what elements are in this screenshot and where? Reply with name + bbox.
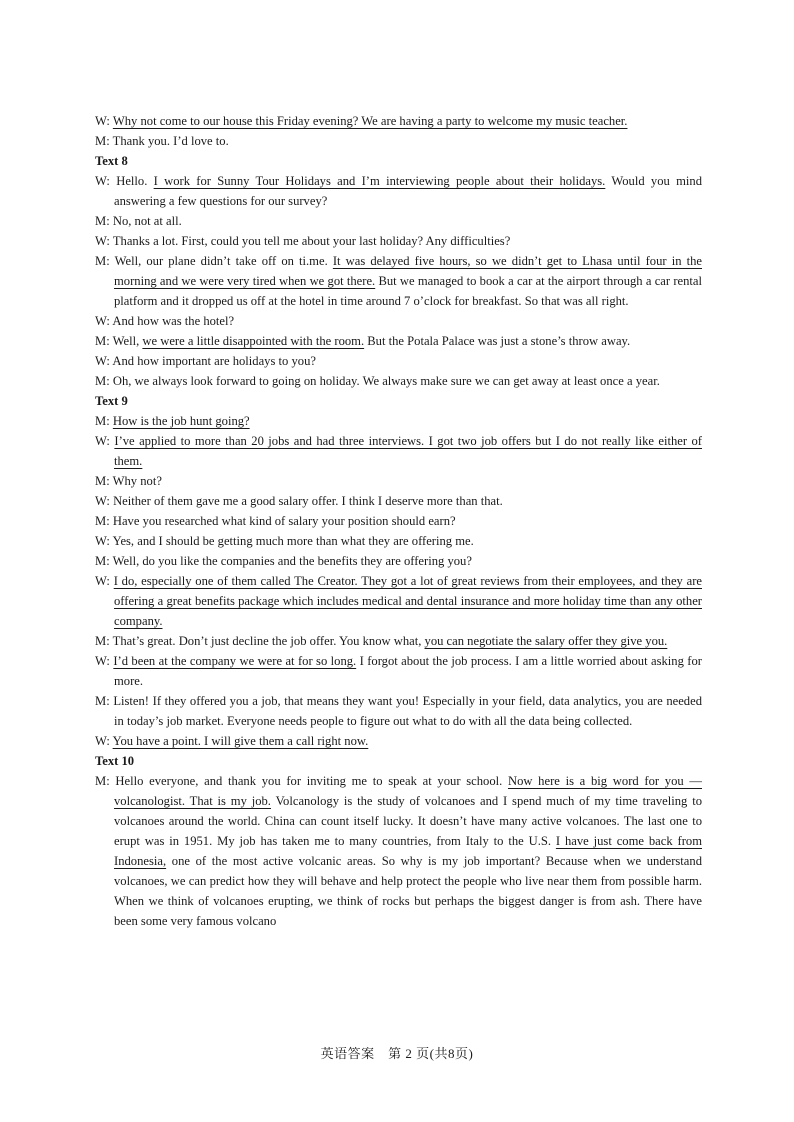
answer-highlight: How is the job hunt going? [112, 414, 250, 428]
dialogue-text: I forgot about the job process. I am a little worried about asking for more. [114, 654, 702, 688]
speaker-label: W: [95, 114, 110, 128]
dialogue-text: Thank you. I’d love to. [112, 134, 229, 148]
dialogue-line [95, 371, 702, 391]
dialogue-line [95, 771, 702, 931]
section-heading: Text 10 [95, 754, 135, 768]
dialogue-text: Listen! If they offered you a job, that means they want you! Especially in your field, data analytics, you are needed in today’s job market. Everyone needs people to figure out what to do with all the data being collected. [113, 694, 702, 728]
speaker-label: M: [95, 514, 110, 528]
dialogue-line [95, 211, 702, 231]
speaker-label: M: [95, 214, 110, 228]
dialogue-line [95, 651, 702, 691]
dialogue-line [95, 111, 702, 131]
dialogue-line [95, 171, 702, 211]
speaker-label: W: [95, 574, 110, 588]
dialogue-line [95, 631, 702, 651]
dialogue-line [95, 131, 702, 151]
dialogue-line [95, 471, 702, 491]
dialogue-text: Volcanology is the study of volcanoes and I spend much of my time traveling to volcanoes around the world. China can count itself lucky. It doesn’t have many active volcanoes. The last one to erupt was in 1951. My job has taken me to many countries, from Italy to the U.S. [114, 794, 702, 848]
answer-highlight: I’d been at the company we were at for so long. [113, 654, 357, 668]
dialogue-text: Have you researched what kind of salary your position should earn? [112, 514, 456, 528]
dialogue-text: And how important are holidays to you? [112, 354, 316, 368]
page-footer: 英语答案 第 2 页(共8页) [320, 1046, 474, 1061]
dialogue-text: Hello everyone, and thank you for inviting me to speak at your school. [115, 774, 508, 788]
dialogue-line [95, 231, 702, 251]
speaker-label: W: [95, 494, 110, 508]
section-heading: Text 9 [95, 394, 128, 408]
answer-highlight: It was delayed five hours, so we didn’t get to Lhasa until four in the morning and we were very tired when we got there. [114, 254, 703, 288]
dialogue-text: Well, do you like the companies and the benefits they are offering you? [112, 554, 472, 568]
dialogue-line [95, 731, 702, 751]
speaker-label: W: [95, 434, 110, 448]
speaker-label: W: [95, 174, 110, 188]
speaker-label: W: [95, 234, 110, 248]
dialogue-text: Hello. [116, 174, 154, 188]
dialogue-text: And how was the hotel? [112, 314, 235, 328]
dialogue-text: Neither of them gave me a good salary offer. I think I deserve more than that. [113, 494, 503, 508]
answer-highlight: we were a little disappointed with the room. [142, 334, 365, 348]
speaker-label: M: [95, 474, 110, 488]
speaker-label: M: [95, 334, 110, 348]
speaker-label: W: [95, 734, 110, 748]
speaker-label: M: [95, 134, 110, 148]
dialogue-text: But we managed to book a car at the airport through a car rental platform and it dropped us off at the hotel in time around 7 o’clock for breakfast. So that was all right. [114, 274, 702, 308]
speaker-label: W: [95, 534, 110, 548]
speaker-label: W: [95, 354, 110, 368]
speaker-label: M: [95, 254, 110, 268]
dialogue-line [95, 691, 702, 731]
dialogue-text: Thanks a lot. First, could you tell me about your last holiday? Any difficulties? [112, 234, 511, 248]
dialogue-line [95, 491, 702, 511]
dialogue-text: That’s great. Don’t just decline the job offer. You know what, [112, 634, 425, 648]
answer-highlight: Now here is a big word for you — volcanologist. That is my job. [114, 774, 702, 808]
answer-highlight: Why not come to our house this Friday evening? We are having a party to welcome my music teacher. [112, 114, 628, 128]
dialogue-text: Oh, we always look forward to going on holiday. We always make sure we can get away at least once a year. [112, 374, 660, 388]
speaker-label: W: [95, 654, 110, 668]
dialogue-line [95, 511, 702, 531]
answer-transcript [95, 111, 702, 931]
dialogue-text: Well, [112, 334, 143, 348]
dialogue-line [95, 571, 702, 631]
answer-highlight: I’ve applied to more than 20 jobs and had three interviews. I got two job offers but I do not really like either of them. [114, 434, 703, 468]
speaker-label: M: [95, 414, 110, 428]
speaker-label: W: [95, 314, 110, 328]
speaker-label: M: [95, 634, 110, 648]
speaker-label: M: [95, 774, 110, 788]
dialogue-line [95, 531, 702, 551]
answer-highlight: I work for Sunny Tour Holidays and I’m interviewing people about their holidays. [153, 174, 606, 188]
dialogue-text: one of the most active volcanic areas. So why is my job important? Because when we understand volcanoes, we can predict how they will behave and help protect the people who live near them from possible harm. When we think of volcanoes erupting, we think of rocks but perhaps the biggest danger is from ash. There have been some very famous volcano [114, 854, 702, 928]
dialogue-text: No, not at all. [112, 214, 182, 228]
dialogue-text: Why not? [112, 474, 162, 488]
dialogue-line [95, 411, 702, 431]
dialogue-line [95, 351, 702, 371]
dialogue-line [95, 551, 702, 571]
dialogue-text: But the Potala Palace was just a stone’s throw away. [364, 334, 631, 348]
speaker-label: M: [95, 554, 110, 568]
dialogue-text: Well, our plane didn’t take off on ti.me. [114, 254, 333, 268]
dialogue-text: Would you mind answering a few questions for our survey? [114, 174, 703, 208]
answer-highlight: I do, especially one of them called The Creator. They got a lot of great reviews from their employees, and they are offering a great benefits package which includes medical and dental insurance and more holiday time than any other company. [113, 574, 702, 628]
speaker-label: M: [95, 374, 110, 388]
dialogue-line [95, 251, 702, 311]
dialogue-line [95, 431, 702, 471]
answer-highlight: you can negotiate the salary offer they give you. [424, 634, 668, 648]
answer-highlight: I have just come back from Indonesia, [114, 834, 703, 868]
answer-highlight: You have a point. I will give them a call right now. [112, 734, 369, 748]
dialogue-text: Yes, and I should be getting much more than what they are offering me. [112, 534, 474, 548]
section-heading: Text 8 [95, 154, 128, 168]
dialogue-line [95, 331, 702, 351]
dialogue-line [95, 311, 702, 331]
speaker-label: M: [95, 694, 110, 708]
